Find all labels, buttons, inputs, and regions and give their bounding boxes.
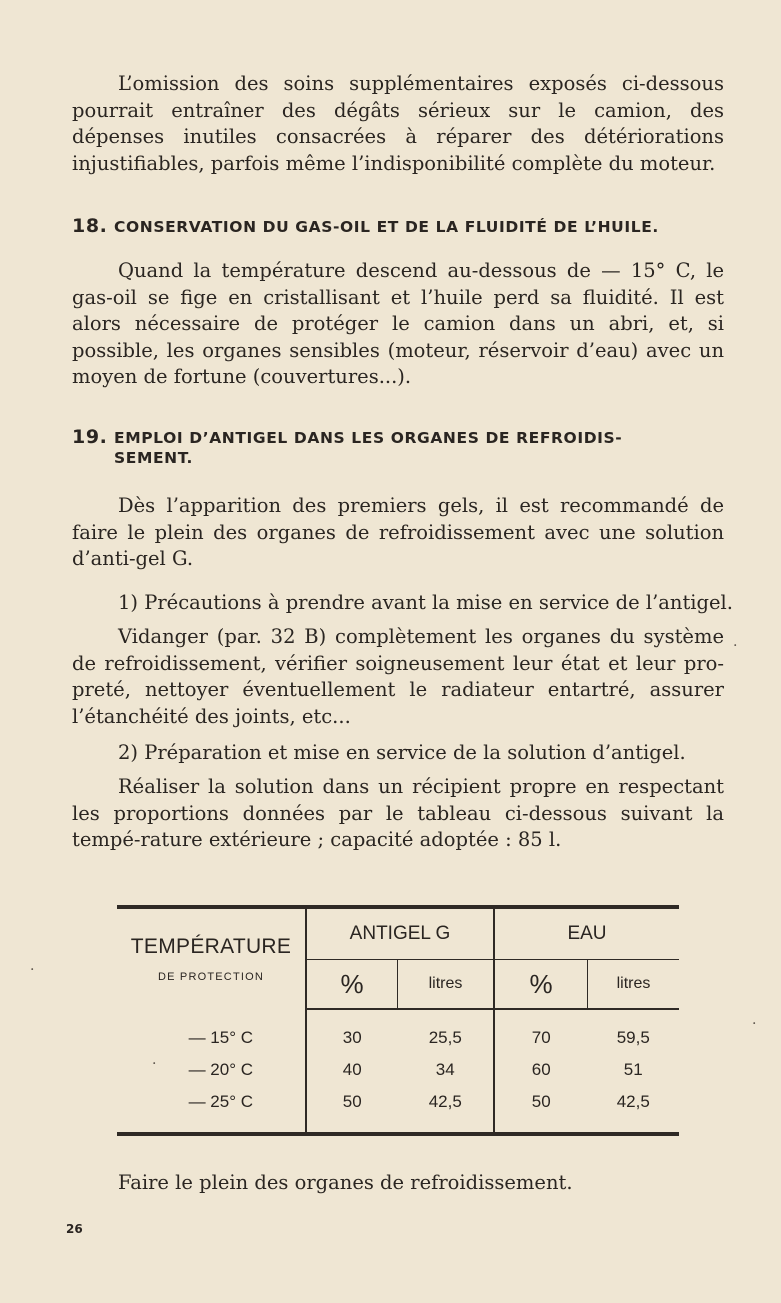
antigel-litres-cell: 34: [398, 1054, 495, 1086]
section-19-paragraph: Dès l’apparition des premiers gels, il est recommandé de faire le plein des organes de refroidissement avec une solution d’anti-gel G.: [72, 494, 724, 570]
table-row: [117, 1009, 679, 1054]
antigel-litres-cell: 25,5: [398, 1009, 495, 1054]
section-19-title-line1: EMPLOI D’ANTIGEL DANS LES ORGANES DE REFROIDIS-: [114, 429, 623, 447]
eau-litres-cell: 59,5: [616, 1028, 650, 1047]
antigel-group-header: ANTIGEL G: [306, 907, 494, 960]
table-header-row: [117, 907, 679, 960]
step-2-title: 2) Préparation et mise en service de la solution d’antigel.: [118, 741, 686, 764]
antigel-pct-cell: 50: [342, 1092, 362, 1111]
eau-pct-cell: 60: [531, 1060, 551, 1079]
section-19-title-line2: SEMENT.: [114, 449, 194, 467]
eau-pct-header: [494, 960, 588, 1010]
section-18-heading: [72, 216, 732, 237]
section-18-title: CONSERVATION DU GAS-OIL ET DE LA FLUIDITÉ DE L’HUILE.: [114, 218, 659, 236]
antigel-litres-header: litres: [398, 960, 495, 1010]
eau-litres-cell: 51: [623, 1060, 643, 1079]
eau-pct-cell: 70: [531, 1028, 551, 1047]
antigel-pct-header: [306, 960, 398, 1010]
temperature-header: [117, 907, 306, 1009]
eau-group-header: EAU: [494, 907, 679, 960]
section-18-number: 18.: [72, 215, 108, 237]
antigel-pct-cell: 30: [342, 1028, 362, 1047]
speck-mark: ·: [152, 1056, 157, 1072]
antigel-table: [117, 905, 679, 1136]
step-1-title: 1) Précautions à prendre avant la mise en service de l’antigel.: [118, 591, 733, 614]
speck-mark: ·: [30, 962, 35, 978]
eau-litres-header: litres: [588, 960, 680, 1010]
section-19-heading: [72, 427, 732, 468]
section-19-number: 19.: [72, 426, 108, 448]
antigel-litres-cell: 42,5: [398, 1086, 495, 1134]
closing-line: Faire le plein des organes de refroidissement.: [118, 1171, 573, 1194]
section-18-paragraph: Quand la température descend au-dessous de — 15° C, le gas-oil se fige en cristallisant et l’huile perd sa fluidité. Il est alors nécessaire de protéger le camion dans un abri, et, si possible, les organes sensibles (moteur, réservoir d’eau) avec un moyen de fortune (couvertures...).: [72, 259, 724, 388]
percent-sign: %: [529, 968, 553, 999]
table-row: [117, 1054, 679, 1086]
percent-sign: %: [340, 968, 364, 999]
speck-mark: .: [733, 634, 738, 650]
eau-litres-cell: 42,5: [616, 1092, 650, 1111]
table-row: [117, 1086, 679, 1134]
eau-pct-cell: 50: [531, 1092, 551, 1111]
temperature-cell: — 25° C: [117, 1086, 306, 1134]
intro-paragraph: L’omission des soins supplémentaires exposés ci-dessous pourrait entraîner des dégâts sérieux sur le camion, des dépenses inutiles consacrées à réparer des détériorations injustifiables, parfois même l’indisponibilité complète du moteur.: [72, 72, 724, 175]
speck-mark: ·: [752, 1016, 757, 1032]
antigel-pct-cell: 40: [342, 1060, 362, 1079]
temperature-cell: — 15° C: [117, 1009, 306, 1054]
temperature-cell: — 20° C: [117, 1054, 306, 1086]
step-1-paragraph: Vidanger (par. 32 B) complètement les organes du système de refroidissement, vérifier soigneusement leur état et leur pro-preté, nettoyer éventuellement le radiateur entartré, assurer l’étanchéité des joints, etc...: [72, 625, 724, 728]
step-2-paragraph: Réaliser la solution dans un récipient propre en respectant les proportions données par le tableau ci-dessous suivant la tempé-rature extérieure ; capacité adoptée : 85 l.: [72, 775, 724, 851]
temperature-header-label: TEMPÉRATURE: [130, 935, 292, 958]
page-number: 26: [66, 1222, 83, 1236]
protection-header-label: DE PROTECTION: [157, 971, 265, 983]
